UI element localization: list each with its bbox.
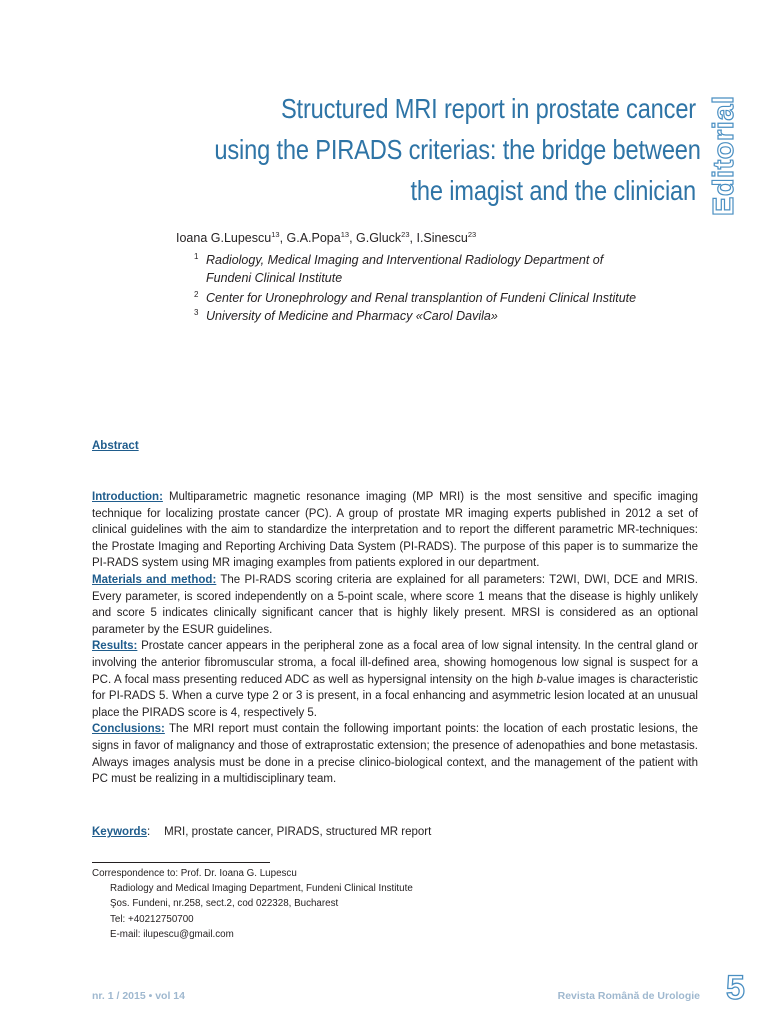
conclusions-text: The MRI report must contain the following important points: the location of each prostatic lesions, the signs in favor of malignancy and those of extraprostatic extension; the presence of adenopathies and bone metastasis. Always images analysis must be done in a precise clinico-biological context, and the management of the patient with PC must be realizing in a multidisciplinary team. <box>92 723 698 786</box>
correspondence-phone: Tel: +40212750700 <box>110 913 194 925</box>
affiliation-1 <box>194 248 603 287</box>
keywords-colon: : <box>146 826 151 838</box>
author-list <box>176 230 476 245</box>
article-title <box>214 88 701 211</box>
page-number: 5 <box>726 969 745 1007</box>
author-name: Ioana G.Lupescu <box>176 231 272 245</box>
results-text-cont: -value images is characteristic for PI-RADS 5. When a curve type 2 or 3 is present, in a focal enhancing and asymmetric lesion located at an unusual place the PIRADS score is 4, respectively 5. <box>92 673 699 719</box>
introduction-text: Multiparametric magnetic resonance imaging (MP MRI) is the most sensitive and specific imaging technique for localizing prostate cancer (PC). A group of prostate MR imaging experts published in 2012 a set of clinical guidelines with the aim to standardize the interpretation and to report the different parametric MR-techniques: the Prostate Imaging and Reporting Archiving Data System (PI-RADS). The purpose of this paper is to summarize the PI-RADS system using MR imaging examples from patients explored in our department. <box>92 491 698 570</box>
affiliation-3 <box>194 304 498 325</box>
author-separator: , <box>409 231 417 245</box>
author-superscript: 23 <box>401 230 410 239</box>
author-separator: , <box>349 231 357 245</box>
footer-journal: Revista Română de Urologie <box>557 990 700 1002</box>
author-superscript: 23 <box>467 230 477 239</box>
affiliation-text: Radiology, Medical Imaging and Interventional Radiology Department of <box>206 253 604 267</box>
title-line-3: the imagist and the clinician <box>410 175 696 206</box>
correspondence-divider <box>92 862 270 863</box>
abstract-conclusions <box>92 721 698 787</box>
abstract-materials <box>92 572 698 638</box>
title-line-1: Structured MRI report in prostate cancer <box>280 93 696 124</box>
keywords <box>92 826 431 838</box>
keywords-value: MRI, prostate cancer, PIRADS, structured MR report <box>164 826 432 838</box>
abstract-introduction <box>92 489 698 572</box>
materials-label: Materials and method: <box>92 573 217 586</box>
author-name: G.A.Popa <box>286 231 341 245</box>
author-superscript: 13 <box>271 230 280 239</box>
introduction-label: Introduction: <box>92 491 163 503</box>
affiliation-number: 1 <box>194 252 199 261</box>
affiliation-text: University of Medicine and Pharmacy «Carol Davila» <box>206 309 498 323</box>
affiliation-number: 2 <box>194 290 199 299</box>
affiliation-number: 3 <box>194 308 199 317</box>
abstract-results <box>92 638 698 721</box>
results-italic: b <box>536 673 544 686</box>
correspondence <box>92 866 413 942</box>
affiliation-text-cont: Fundeni Clinical Institute <box>206 271 343 285</box>
results-label: Results: <box>92 640 138 653</box>
author-name: I.Sinescu <box>416 231 468 245</box>
affiliation-text: Center for Uronephrology and Renal transplantion of Fundeni Clinical Institute <box>206 291 637 305</box>
author-superscript: 13 <box>340 230 350 239</box>
correspondence-email[interactable]: E-mail: ilupescu@gmail.com <box>110 928 234 940</box>
keywords-label: Keywords <box>92 826 147 838</box>
section-tab <box>706 92 746 216</box>
author-name: G.Gluck <box>356 231 402 245</box>
correspondence-name: Correspondence to: Prof. Dr. Ioana G. Lupescu <box>92 868 297 879</box>
title-line-2: using the PIRADS criterias: the bridge between <box>214 134 701 165</box>
author-separator: , <box>279 231 287 245</box>
footer-issue: nr. 1 / 2015 • vol 14 <box>92 990 185 1002</box>
materials-text: The PI-RADS scoring criteria are explained for all parameters: T2WI, DWI, DCE and MRIS. Every parameter, is scored independently on a 5-point scale, where score 1 means that the disease is highly unlikely and score 5 indicates clinically significant cancer that is highly likely present. MRSI is considered as an optional parameter by the ESUR guidelines. <box>92 573 698 636</box>
abstract-heading: Abstract <box>92 440 139 452</box>
correspondence-address: Şos. Fundeni, nr.258, sect.2, cod 022328, Bucharest <box>110 898 339 910</box>
results-text: Prostate cancer appears in the peripheral zone as a focal area of low signal intensity. In the central gland or involving the anterior fibromuscular stroma, a focal ill-defined area, showing homogenous low signal is suspect for a PC. A focal mass presenting reduced ADC as well as hypersignal intensity on the high <box>92 640 698 686</box>
section-tab-label: Editorial <box>708 95 740 216</box>
correspondence-department: Radiology and Medical Imaging Department, Fundeni Clinical Institute <box>110 883 413 895</box>
conclusions-label: Conclusions: <box>92 723 165 736</box>
abstract-body <box>92 489 698 788</box>
